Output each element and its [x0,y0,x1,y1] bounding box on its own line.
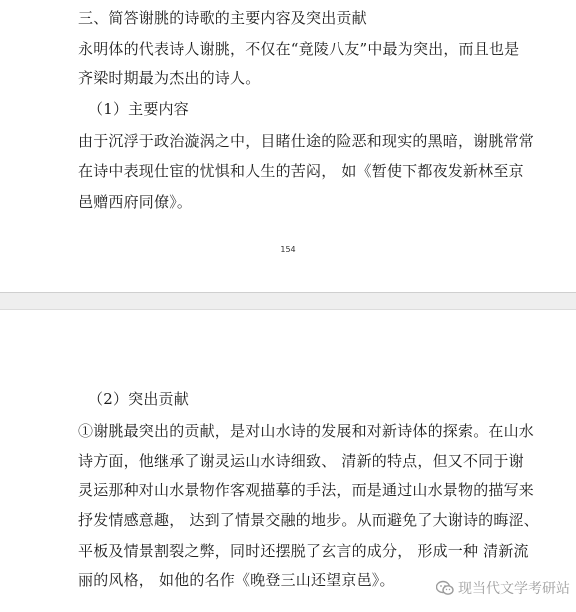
paragraph-line: 平板及情景割裂之弊，同时还摆脱了玄言的成分， 形成一种 清新流 [78,542,529,560]
subsection-heading: （1）主要内容 [88,100,189,118]
subsection-heading: （2）突出贡献 [88,390,189,408]
paragraph-line: 齐梁时期最为杰出的诗人。 [78,69,261,87]
watermark-text: 现当代文学考研站 [458,581,570,597]
paragraph-line: 在诗中表现仕宦的忧惧和人生的苦闷， 如《暂使下都夜发新林至京 [78,162,524,180]
paragraph-line: 抒发情感意趣， 达到了情景交融的地步。从而避免了大谢诗的晦涩、 [78,511,539,529]
wechat-channel-icon [436,580,454,596]
paragraph-line: 灵运那种对山水景物作客观描摹的手法，而是通过山水景物的描写来 [78,481,535,499]
watermark [436,576,570,600]
page-number: 154 [280,245,296,254]
paragraph-line: 诗方面，他继承了谢灵运山水诗细致、 清新的特点，但又不同于谢 [78,452,524,470]
paragraph-line: 永明体的代表诗人谢朓，不仅在“竟陵八友”中最为突出，而且也是 [78,40,520,58]
paragraph-line: 丽的风格， 如他的名作《晚登三山还望京邑》。 [78,571,395,589]
section-heading: 三、简答谢朓的诗歌的主要内容及突出贡献 [78,9,367,27]
document-page-bottom [0,310,576,612]
paragraph-line: ①谢朓最突出的贡献，是对山水诗的发展和对新诗体的探索。在山水 [78,422,535,440]
document-page-top [0,0,576,292]
paragraph-line: 邑赠西府同僚》。 [78,193,193,211]
paragraph-line: 由于沉浮于政治漩涡之中，目睹仕途的险恶和现实的黑暗，谢朓常常 [78,132,535,150]
page-separator [0,292,576,310]
